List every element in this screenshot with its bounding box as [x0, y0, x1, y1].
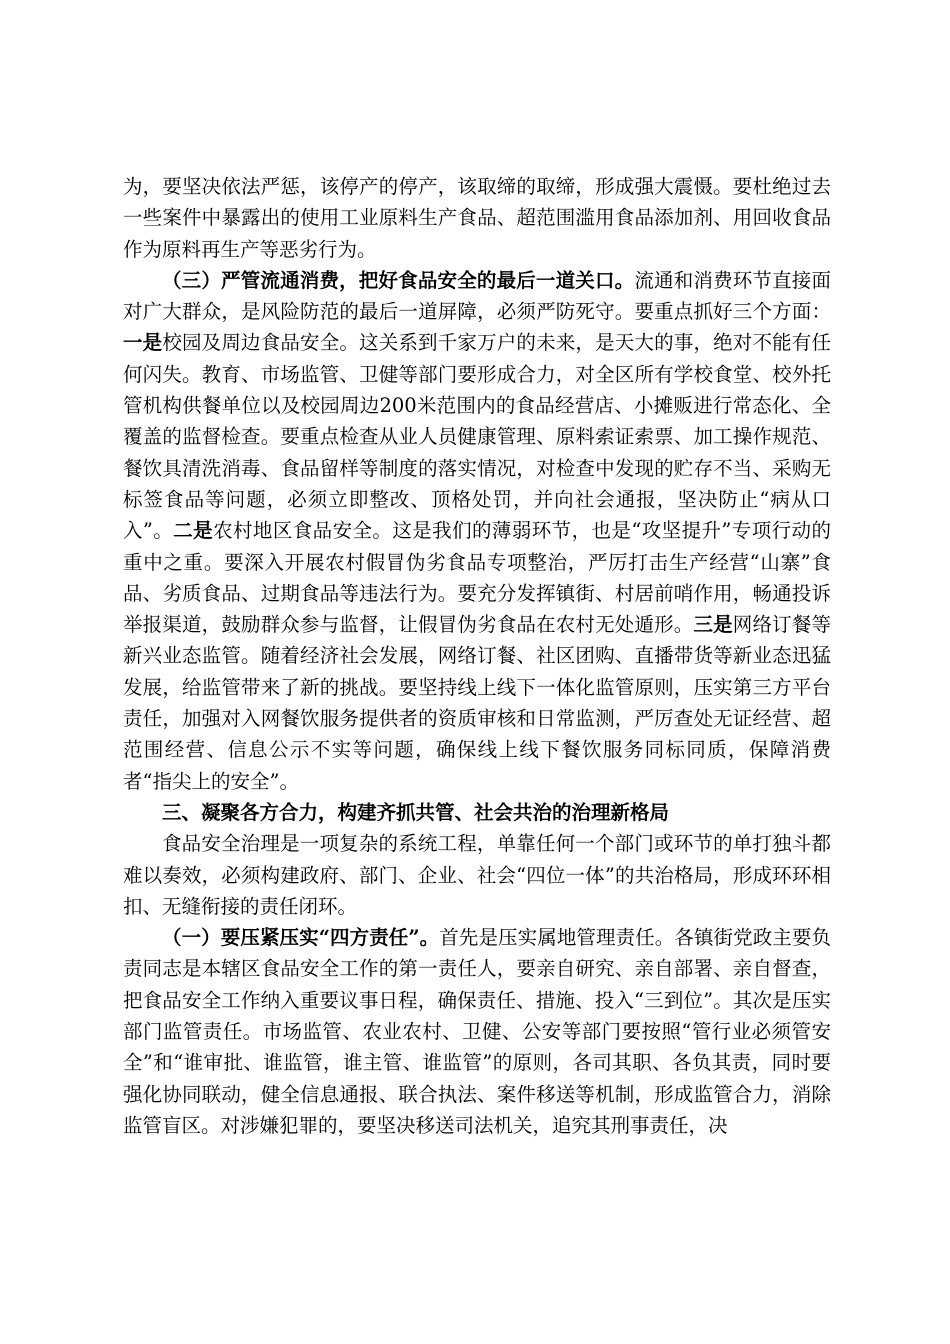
- document-body: [123, 171, 831, 1141]
- section-heading: [123, 797, 831, 828]
- enumeration-marker: 一是: [123, 331, 163, 355]
- body-text: 首先是压实属地管理责任。各镇街党政主要负责同志是本辖区食品安全工作的第一责任人，要亲自研究、亲自部署、亲自督查，把食品安全工作纳入重要议事日程，确保责任、措施、投入“三到位”。其次是压实部门监管责任。市场监管、农业农村、卫健、公安等部门要按照“管行业必须管安全”和“谁审批、谁监管，谁主管、谁监管”的原则，各司其职、各负其责，同时要强化协同联动，健全信息通报、联合执法、案件移送等机制，形成监管合力，消除监管盲区。对涉嫌犯罪的，要坚决移送司法机关，追究其刑事责任，决: [123, 926, 831, 1137]
- paragraph-cogovernance-intro: [123, 828, 831, 922]
- paragraph-four-responsibilities: [123, 922, 831, 1141]
- body-text: 网络订餐等新兴业态监管。随着经济社会发展，网络订餐、社区团购、直播带货等新业态迅猛发展，给监管带来了新的挑战。要坚持线上线下一体化监管原则，压实第三方平台责任，加强对入网餐饮服务提供者的资质审核和日常监测，严厉查处无证经营、超范围经营、信息公示不实等问题，确保线上线下餐饮服务同标同质，保障消费者“指尖上的安全”。: [123, 613, 831, 793]
- enumeration-marker: 二是: [173, 519, 214, 543]
- enumeration-marker: 三是: [693, 613, 733, 637]
- body-text: 校园及周边食品安全。这关系到千家万户的未来，是天大的事，绝对不能有任何闪失。教育、市场监管、卫健等部门要形成合力，对全区所有学校食堂、校外托管机构供餐单位以及校园周边200米范围内的食品经营店、小摊贩进行常态化、全覆盖的监督检查。要重点检查从业人员健康管理、原料索证索票、加工操作规范、餐饮具清洗消毒、食品留样等制度的落实情况，对检查中发现的贮存不当、采购无标签食品等问题，必须立即整改、顶格处罚，并向社会通报，坚决防止“病从口入”。: [123, 331, 831, 543]
- body-text: 为，要坚决依法严惩，该停产的停产，该取缔的取缔，形成强大震慑。要杜绝过去一些案件中暴露出的使用工业原料生产食品、超范围滥用食品添加剂、用回收食品作为原料再生产等恶劣行为。: [123, 175, 831, 261]
- paragraph-circulation-consumption: [123, 265, 831, 797]
- section-heading-inline: （三）严管流通消费，把好食品安全的最后一道关口。: [162, 268, 635, 292]
- paragraph-continuation: [123, 171, 831, 265]
- body-text: 流通和消费环节直接面对广大群众，是风险防范的最后一道屏障，必须严防死守。要重点抓好三个方面：: [123, 268, 831, 324]
- body-text: 食品安全治理是一项复杂的系统工程，单靠任何一个部门或环节的单打独斗都难以奏效，必须构建政府、部门、企业、社会“四位一体”的共治格局，形成环环相扣、无缝衔接的责任闭环。: [123, 832, 831, 918]
- section-heading-inline: （一）要压紧压实“四方责任”。: [162, 926, 440, 950]
- section-heading-text: 三、凝聚各方合力，构建齐抓共管、社会共治的治理新格局: [162, 800, 670, 824]
- body-text: 农村地区食品安全。这是我们的薄弱环节，也是“攻坚提升”专项行动的重中之重。要深入开展农村假冒伪劣食品专项整治，严厉打击生产经营“山寨”食品、劣质食品、过期食品等违法行为。要充分发挥镇街、村居前哨作用，畅通投诉举报渠道，鼓励群众参与监督，让假冒伪劣食品在农村无处遁形。: [123, 519, 831, 637]
